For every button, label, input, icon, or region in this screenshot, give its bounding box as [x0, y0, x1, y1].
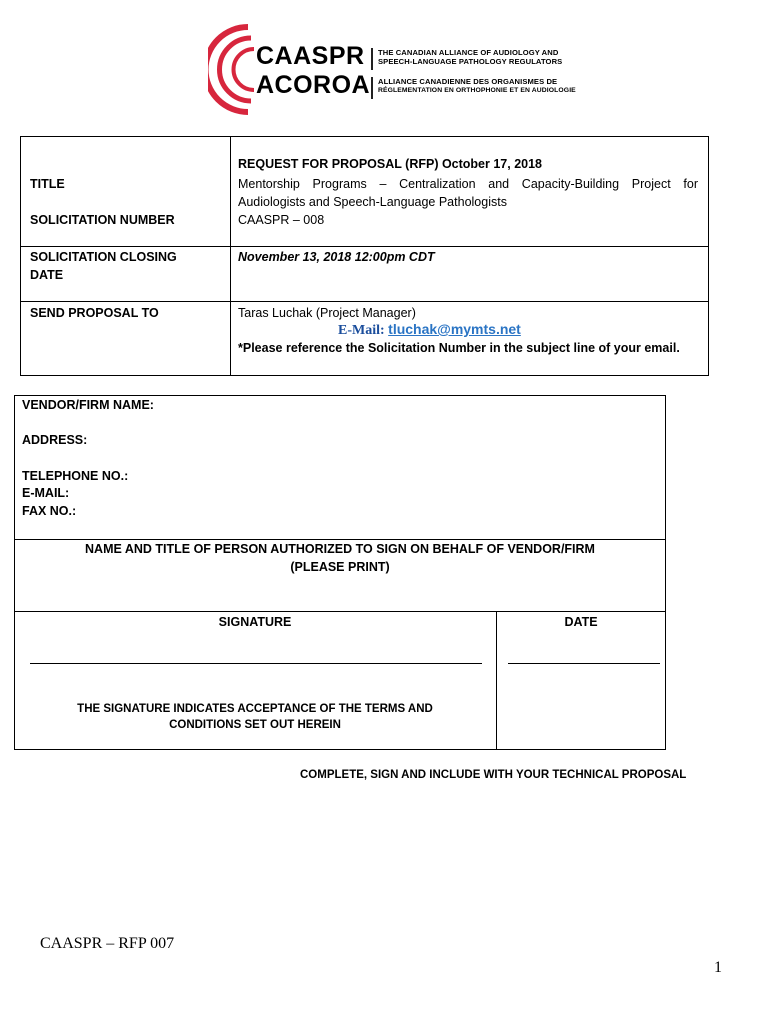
email-link[interactable]: tluchak@mymts.net [388, 321, 521, 337]
email-line [338, 321, 521, 339]
date-label: DATE [564, 615, 598, 629]
solicitation-number-label: SOLICITATION NUMBER [30, 213, 175, 227]
vendor-name-label: VENDOR/FIRM NAME: [22, 398, 154, 412]
email-label: E-MAIL: [22, 486, 70, 500]
solicitation-number-value: CAASPR – 008 [238, 213, 325, 227]
date-line[interactable] [508, 663, 660, 664]
acceptance-line-1: THE SIGNATURE INDICATES ACCEPTANCE OF THE TERMS AND [77, 703, 433, 715]
acceptance-line-2: CONDITIONS SET OUT HEREIN [169, 719, 341, 731]
fax-label: FAX NO.: [22, 504, 77, 518]
logo-line-1: CAASPR [256, 42, 365, 70]
reference-note: *Please reference the Solicitation Number in the subject line of your email. [238, 341, 680, 355]
footer-reference: CAASPR – RFP 007 [40, 935, 175, 952]
please-print-label: (PLEASE PRINT) [290, 560, 390, 574]
logo-divider [371, 48, 373, 70]
title-label: TITLE [30, 177, 65, 191]
rfp-heading: REQUEST FOR PROPOSAL (RFP) October 17, 2018 [238, 157, 543, 171]
closing-date-value: November 13, 2018 12:00pm CDT [238, 250, 435, 264]
address-label: ADDRESS: [22, 433, 88, 447]
telephone-label: TELEPHONE NO.: [22, 469, 129, 483]
title-value: Mentorship Programs – Centralization and Capacity-Building Project for Audiologists and Speech-Language Pathologists [238, 177, 698, 209]
send-proposal-value: Taras Luchak (Project Manager) [238, 306, 416, 320]
signature-label: SIGNATURE [218, 615, 292, 629]
logo-french-1: ALLIANCE CANADIENNE DES ORGANISMES DE [378, 77, 558, 86]
logo-divider [371, 77, 373, 99]
logo-english-1: THE CANADIAN ALLIANCE OF AUDIOLOGY AND [378, 48, 559, 57]
logo-line-2: ACOROA [256, 71, 371, 99]
caaspr-logo [208, 22, 576, 117]
logo-english-2: SPEECH-LANGUAGE PATHOLOGY REGULATORS [378, 57, 563, 66]
closing-date-label: SOLICITATION CLOSING DATE [30, 250, 177, 282]
signature-line[interactable] [30, 663, 482, 664]
send-proposal-label: SEND PROPOSAL TO [30, 306, 159, 320]
submission-instruction: COMPLETE, SIGN AND INCLUDE WITH YOUR TECHNICAL PROPOSAL [300, 769, 687, 781]
page-number: 1 [714, 959, 722, 976]
email-prefix: E-Mail: [338, 323, 385, 338]
authorized-person-label: NAME AND TITLE OF PERSON AUTHORIZED TO SIGN ON BEHALF OF VENDOR/FIRM [85, 542, 595, 556]
logo-french-2: RÉGLEMENTATION EN ORTHOPHONIE ET EN AUDIOLOGIE [378, 87, 576, 94]
